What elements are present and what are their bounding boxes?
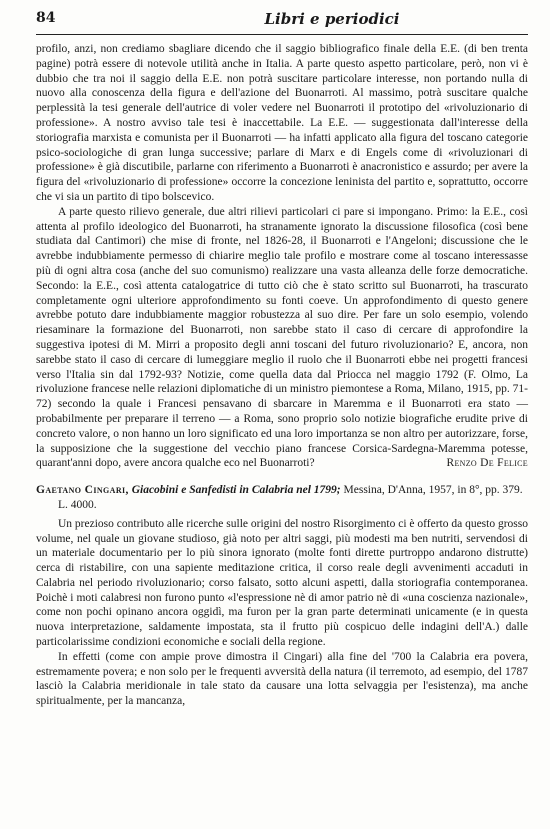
reviewer-signature: Renzo De Felice [446, 457, 528, 470]
publication-details: Messina, D'Anna, 1957, in 8°, pp. 379. L. 4000. [58, 484, 523, 511]
paragraph: In effetti (come con ampie prove dimostra il Cingari) alla fine del '700 la Calabria era povera, estremamente povera; e non solo per le frequenti avversità della natura (il terremoto, ad esempio, del 1787 lasciò la Calabria meridionale in tale stato da causare una lotta selvaggia per l'esistenza), ma anche spiritualmente, per la mancanza, [36, 650, 528, 708]
review-de-felice [36, 42, 528, 471]
header-rule [36, 34, 528, 35]
paragraph: profilo, anzi, non crediamo sbagliare dicendo che il saggio bibliografico finale della E.E. (di ben trenta pagine) potrà essere di notevole utilità anche in Italia. A parte questo aspetto particolare, però, non vi è dubbio che tra noi il saggio della E.E. non potrà suscitare particolare interesse, non portando nulla di nuovo alla conoscenza della figura e dell'azione del Buonarroti. Al massimo, potrà suscitare qualche perplessità la tesi generale dell'autrice di voler vedere nel Buonarroti il prototipo del «rivoluzionario di professione». A nostro avviso tale tesi è inaccettabile. La E.E. — suggestionata dall'interesse della storiografia marxista e comunista per il Buonarroti — ha infatti applicato alla figura del toscano categorie psico-sociologiche di gran lunga successive; parlare di Marx e di Engels come di «rivoluzionari di professione» è già discutibile, parlarne con riferimento a Buonarroti è anacronistico e assurdo; per avere la figura del «rivoluzionario di professione» occorre la concezione leninista del partito e, soprattutto, occorre che vi sia un partito di tipo bolscevico. [36, 43, 528, 203]
page-number: 84 [36, 10, 56, 26]
running-head [36, 10, 528, 30]
paragraph: Un prezioso contributo alle ricerche sulle origini del nostro Risorgimento ci è offerto da questo grosso volume, nel quale un giovane studioso, già noto per altri saggi, più modesti ma ben nutriti, servendosi di un materiale documentario per lo più sinora ignorato (molte fonti dirette purtroppo andarono distrutte) cerca di ristabilire, con una sapiente meditazione critica, il corso reale degli avvenimenti accaduti in Calabria nel periodo rivoluzionario; corso falsato, sotto alcuni aspetti, dalla storiografia contemporanea. Poichè i moti calabresi non furono punto «l'espressione nè di amor patrio nè di «una coscienza nazionale», come non pochi opinano ancora oggidì, ma furon per la gran parte determinati unicamente (e in questa nuova interpretazione, saldamente impostata, sta il frutto più cospicuo delle indagini dell'A.) dalle particolarissime condizioni economiche e sociali della regione. [36, 517, 529, 649]
review-cingari [36, 483, 528, 709]
section-gap [36, 471, 528, 483]
book-author: Gaetano Cingari, [36, 484, 129, 497]
book-title: Giacobini e Sanfedisti in Calabria nel 1799; [131, 484, 341, 497]
running-title: Libri e periodici [264, 10, 400, 28]
bibliographic-entry [36, 483, 528, 513]
paragraph: A parte questo rilievo generale, due altri rilievi particolari ci pare si impongano. Primo: la E.E., così attenta al profilo ideologico del Buonarroti, ha stranamente ignorato la discussione filosofica (così bene studiata dal Cantimori) che mise di fronte, nel 1826-28, il Buonarroti e l'Angeloni; discussione che le avrebbe indubbiamente permesso di chiarire meglio tale profilo e mostrare come al toscano interessasse più di ogni altra cosa (anche del suo comunismo) realizzare una vasta alleanza delle forze democratiche. Secondo: la E.E., così attenta catalogatrice di tutto ciò che è stato scritto sul Buonarroti, ha trascurato completamente ogni ulteriore approfondimento su fonti coeve. Un approfondimento di questo genere avrebbe potuto dare indubbiamente maggior robustezza al suo dire. Per fare un solo esempio, volendo riesaminare la formazione del Buonarroti, non sarebbe stato il caso di cercare di approfondire la suggestiva ipotesi di M. Mirri a proposito degli anni toscani del futuro rivoluzionario? E, ancora, non sarebbe stato il caso di cercare di lumeggiare meglio il ruolo che il Buonarroti ebbe nei progetti francesi verso l'Italia sin dal 1792-93? Notizie, come quella data dal Priocca nel maggio 1792 (F. Olmo, La rivoluzione francese nelle relazioni diplomatiche di un ministro piemontese a Roma, Milano, 1915, pp. 71-72) secondo la quale i Francesi pensavano di sbarcare in Maremma e il Buonarroti era stato — probabilmente per preparare il terreno — a Roma, sono proprio solo notizie biografiche erudite prive di concreto valore, o non hanno un loro significato ed una loro importanza se non altro per autorizzare, forse, la supposizione che la suggestione del vecchio piano francese Corsica-Sardegna-Maremma potesse, quarant'anni dopo, avere ancora qualche eco nel Buonarroti? [36, 205, 528, 470]
